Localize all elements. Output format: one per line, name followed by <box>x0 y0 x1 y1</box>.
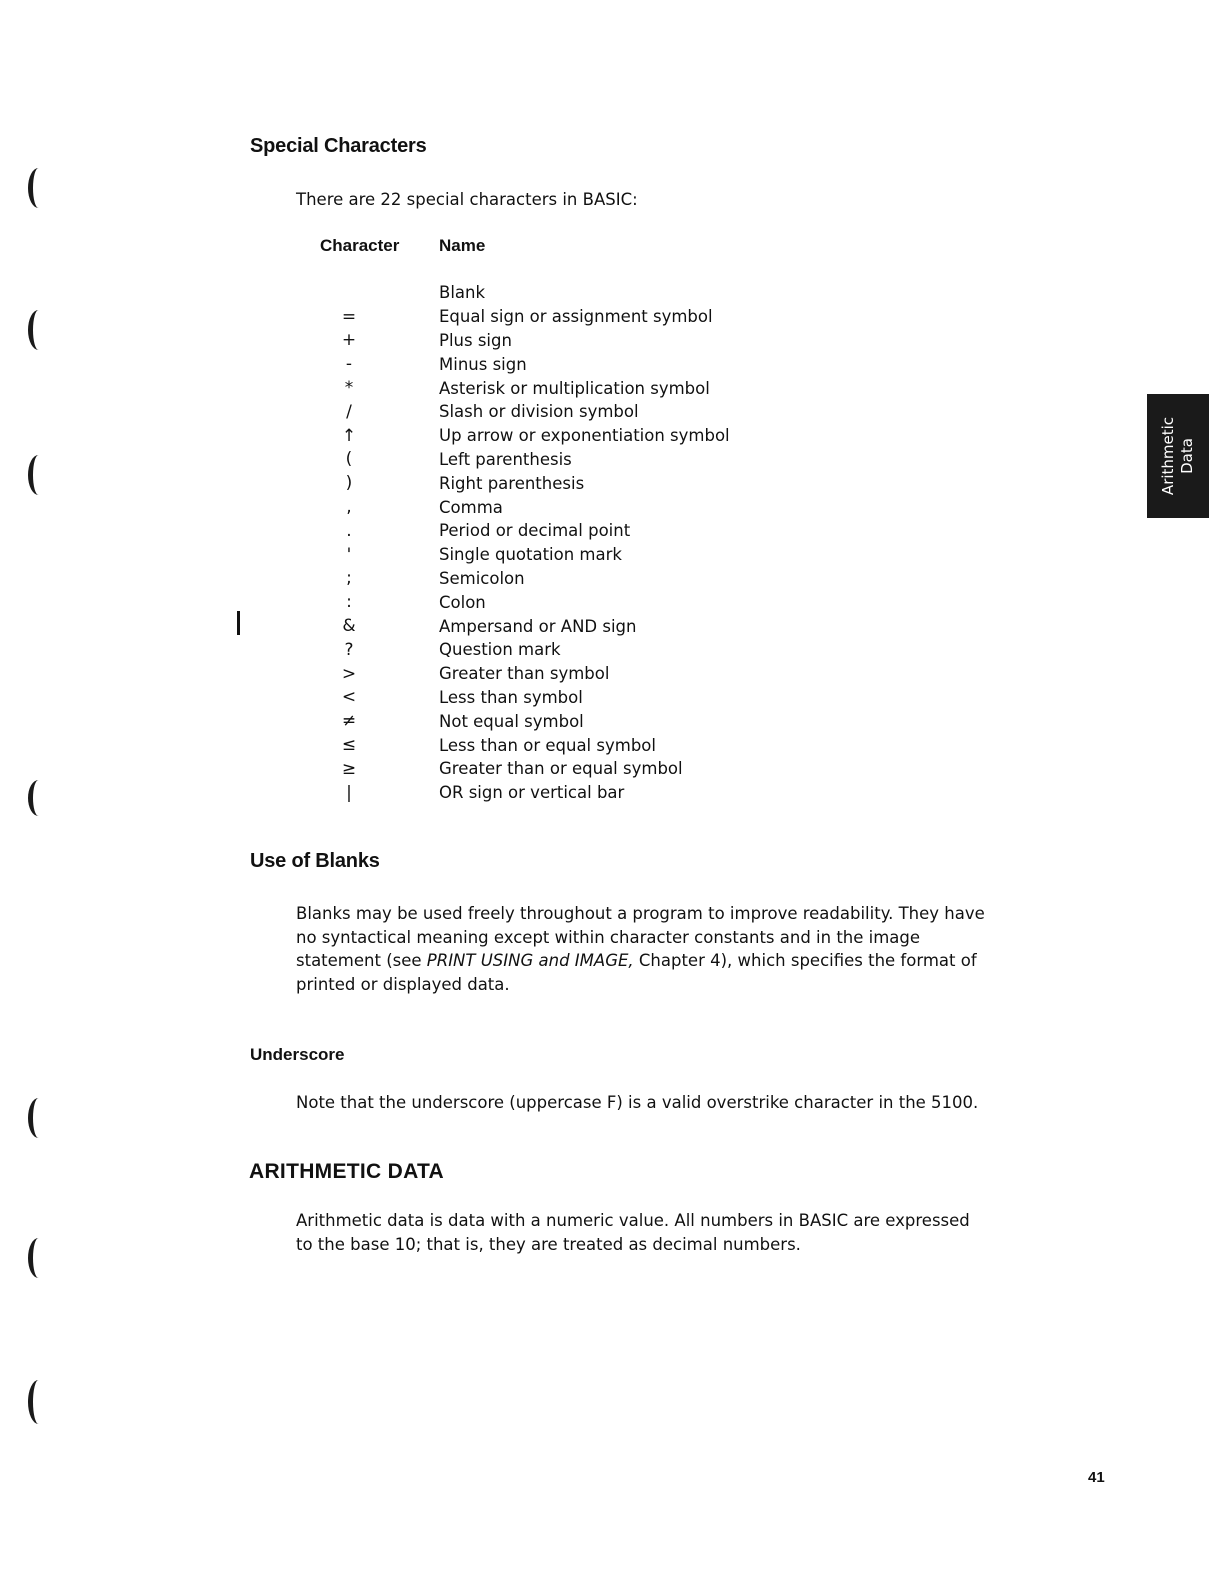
binder-hole-mark <box>28 780 49 816</box>
table-row <box>320 471 740 495</box>
table-row <box>320 519 740 543</box>
character-name: Up arrow or exponentiation symbol <box>439 426 730 446</box>
character-name: Less than or equal symbol <box>439 735 656 755</box>
character-name: Question mark <box>439 640 561 660</box>
character-name: Asterisk or multiplication symbol <box>439 378 710 398</box>
character-name: Right parenthesis <box>439 473 585 493</box>
section-heading-arithmetic-data: ARITHMETIC DATA <box>249 1160 445 1183</box>
special-characters-intro: There are 22 special characters in BASIC: <box>296 190 638 209</box>
table-row <box>320 757 740 781</box>
table-row <box>320 638 740 662</box>
character-symbol: ≠ <box>341 711 357 732</box>
binder-hole-mark <box>28 455 49 495</box>
table-row <box>320 352 740 376</box>
character-symbol: ' <box>346 544 352 565</box>
character-symbol: : <box>346 592 352 613</box>
arithmetic-data-paragraph: Arithmetic data is data with a numeric value. All numbers in BASIC are expressed to the base 10; that is, they are treated as decimal numbers. <box>296 1211 970 1254</box>
table-row <box>320 567 740 591</box>
character-name: Left parenthesis <box>439 449 572 469</box>
character-symbol: . <box>346 520 352 541</box>
character-symbol: < <box>341 687 357 708</box>
thumb-tab-line-1: Arithmetic <box>1159 416 1177 496</box>
character-name: Blank <box>439 283 486 303</box>
character-symbol: = <box>341 306 357 327</box>
character-symbol: ≥ <box>341 758 357 779</box>
table-row <box>320 733 740 757</box>
table-row <box>320 400 740 424</box>
character-symbol: - <box>345 354 353 375</box>
character-symbol: > <box>341 663 357 684</box>
character-name: Semicolon <box>439 568 525 588</box>
revision-change-bar <box>237 611 240 635</box>
table-row <box>320 281 740 305</box>
chapter-thumb-tab <box>1147 394 1209 518</box>
character-symbol: ) <box>345 473 353 494</box>
table-row <box>320 424 740 448</box>
table-row <box>320 543 740 567</box>
thumb-tab-label <box>1159 417 1197 495</box>
special-characters-table <box>320 281 740 805</box>
table-row <box>320 709 740 733</box>
column-header-name: Name <box>439 236 486 255</box>
character-symbol: ; <box>346 568 352 589</box>
section-heading-special-characters: Special Characters <box>250 135 427 157</box>
character-name: Greater than symbol <box>439 664 610 684</box>
character-symbol: ≤ <box>341 735 357 756</box>
table-row <box>320 495 740 519</box>
character-name: Period or decimal point <box>439 521 631 541</box>
table-row <box>320 305 740 329</box>
column-header-character: Character <box>320 236 400 255</box>
thumb-tab-line-2: Data <box>1178 438 1196 474</box>
table-row <box>320 590 740 614</box>
character-name: Slash or division symbol <box>439 402 639 422</box>
character-symbol: ( <box>345 449 353 470</box>
binder-hole-mark <box>28 168 49 208</box>
table-row <box>320 686 740 710</box>
character-symbol: ? <box>344 639 354 660</box>
character-symbol: + <box>341 330 357 351</box>
binder-hole-mark <box>28 1238 49 1278</box>
character-name: Less than symbol <box>439 687 583 707</box>
binder-hole-mark <box>28 1098 49 1138</box>
character-name: Greater than or equal symbol <box>439 759 683 779</box>
character-name: Minus sign <box>439 354 527 374</box>
character-name: Comma <box>439 497 503 517</box>
table-row <box>320 448 740 472</box>
character-symbol: * <box>344 378 354 399</box>
character-symbol: , <box>346 497 352 518</box>
character-symbol: | <box>346 782 352 803</box>
binder-hole-mark <box>28 1380 49 1424</box>
table-row <box>320 376 740 400</box>
use-of-blanks-text-end: Chapter 4), which specifies the format of printed or displayed data. <box>296 951 977 994</box>
subheading-underscore: Underscore <box>250 1045 345 1064</box>
character-symbol: ↑ <box>341 425 357 446</box>
character-name: Single quotation mark <box>439 545 622 565</box>
page-number: 41 <box>1088 1469 1105 1486</box>
character-symbol: & <box>342 616 356 637</box>
use-of-blanks-paragraph <box>296 902 986 996</box>
table-row <box>320 614 740 638</box>
character-name: Plus sign <box>439 330 512 350</box>
section-heading-use-of-blanks: Use of Blanks <box>250 850 380 872</box>
character-name: Ampersand or AND sign <box>439 616 637 636</box>
character-symbol: / <box>346 401 352 422</box>
table-row <box>320 329 740 353</box>
table-row <box>320 662 740 686</box>
character-name: OR sign or vertical bar <box>439 783 625 803</box>
use-of-blanks-reference: PRINT USING and IMAGE, <box>426 951 634 970</box>
character-name: Colon <box>439 592 486 612</box>
binder-hole-mark <box>28 310 49 350</box>
underscore-paragraph: Note that the underscore (uppercase F) is a valid overstrike character in the 5100. <box>296 1093 979 1112</box>
character-name: Not equal symbol <box>439 711 584 731</box>
use-of-blanks-text-start: Blanks may be used freely throughout a program to improve readability. They have no syntactical meaning except within character constants and in the image statement (see <box>296 904 985 970</box>
character-name: Equal sign or assignment symbol <box>439 307 713 327</box>
table-row <box>320 781 740 805</box>
